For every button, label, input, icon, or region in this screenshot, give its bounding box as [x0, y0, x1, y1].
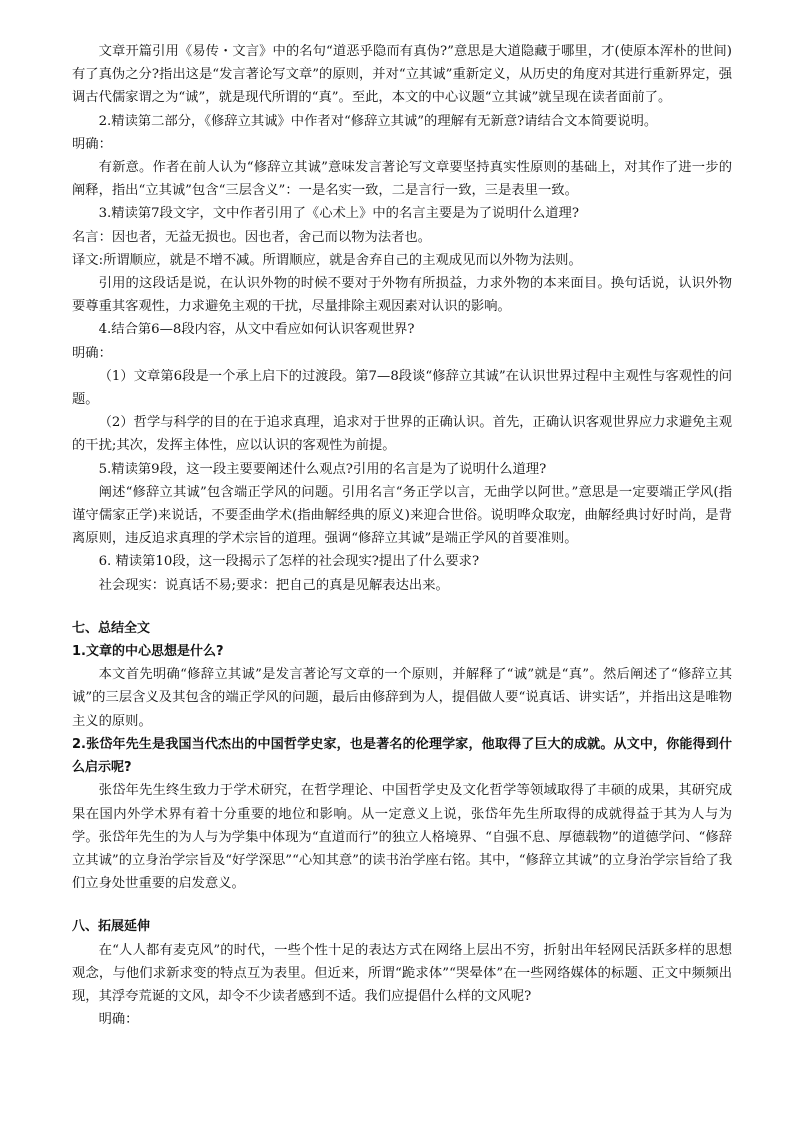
spacer — [72, 597, 732, 617]
quote-translation: 译文:所谓顺应，就是不增不减。所谓顺应，就是舍弃自己的主观成见而以外物为法则。 — [72, 252, 582, 268]
spacer — [72, 895, 732, 915]
answer-6: 社会现实：说真话不易;要求：把自己的真是见解表达出来。 — [98, 577, 449, 593]
question-2: 2.精读第二部分，《修辞立其诚》中作者对“修辞立其诚”的理解有无新意?请结合文本简要说明。 — [98, 113, 658, 129]
summary-question-1: 1.文章的中心思想是什么? — [72, 644, 224, 660]
paragraph-intro: 文章开篇引用《易传・文言》中的名句“道恶乎隐而有真伪?”意思是大道隐藏于哪里，才(使原本浑朴的世间)有了真伪之分?指出这是“发言著论写文章”的原则，并对“立其诚”重新定义，从历史的角度对其进行重新界定，强调古代儒家谓之为“诚”，就是现代所谓的“真”。至此，本文的中心议题“立其诚”就呈现在读者面前了。 — [72, 44, 732, 106]
answer-4-part-2: （2）哲学与科学的目的在于追求真理，追求对于世界的正确认识。首先，正确认识客观世界应力求避免主观的干扰;其次，发挥主体性，应以认识的客观性为前提。 — [72, 415, 733, 454]
answer-3: 引用的这段话是说，在认识外物的时候不要对于外物有所损益，力求外物的本来面目。换句话说，认识外物要尊重其客观性，力求避免主观的干扰，尽量排除主观因素对认识的影响。 — [72, 276, 732, 315]
question-4: 4.结合第6—8段内容，从文中看应如何认识客观世界? — [98, 322, 415, 338]
answer-label: 明确： — [98, 1012, 139, 1028]
question-5: 5.精读第9段，这一段主要要阐述什么观点?引用的名言是为了说明什么道理? — [98, 461, 547, 477]
summary-question-2: 2.张岱年先生是我国当代杰出的中国哲学史家，也是著名的伦理学家，他取得了巨大的成就。从文中，你能得到什么启示呢? — [72, 736, 732, 776]
answer-label: 明确： — [72, 136, 112, 152]
section-heading-7: 七、总结全文 — [72, 620, 151, 636]
answer-5: 阐述“修辞立其诚”包含端正学风的问题。引用名言“务正学以言，无曲学以阿世。”意思是一定要端正学风(指谨守儒家正学)来说话，不要歪曲学术(指曲解经典的原义)来迎合世俗。说明哗众取宠，曲解经典讨好时尚，是背离原则，违反追求真理的学术宗旨的道理。强调“修辞立其诚”是端正学风的首要准则。 — [72, 484, 732, 547]
answer-4-part-1: （1）文章第6段是一个承上启下的过渡段。第7—8段谈“修辞立其诚”在认识世界过程中主观性与客观性的问题。 — [72, 368, 732, 408]
summary-answer-2: 张岱年先生终生致力于学术研究，在哲学理论、中国哲学史及文化哲学等领域取得了丰硕的成果，其研究成果在国内外学术界有着十分重要的地位和影响。从一定意义上说，张岱年先生所取得的成就得益于其为人与为学。张岱年先生的为人与为学集中体现为“直道而行”的独立人格境界、“自强不息、厚德载物”的道德学问、“修辞立其诚”的立身治学宗旨及“好学深思”“心知其意”的读书治学座右铭。其中，“修辞立其诚”的立身治学宗旨给了我们立身处世重要的启发意义。 — [72, 783, 732, 892]
answer-2: 有新意。作者在前人认为“修辞立其诚”意味发言著论写文章要坚持真实性原则的基础上，对其作了进一步的阐释，指出“立其诚”包含“三层含义”：一是名实一致，二是言行一致，三是表里一致。 — [72, 160, 732, 199]
summary-answer-1: 本文首先明确“修辞立其诚”是发言著论写文章的一个原则，并解释了“诚”就是“真”。然后阐述了“修辞立其诚”的三层含义及其包含的端正学风的问题，最后由修辞到为人，提倡做人要“说真话、讲实话”，并指出这是唯物主义的原则。 — [72, 667, 732, 729]
question-3: 3.精读第7段文字，文中作者引用了《心术上》中的名言主要是为了说明什么道理? — [98, 206, 579, 222]
quote-original: 名言：因也者，无益无损也。因也者，舍己而以物为法者也。 — [72, 229, 432, 245]
document-page — [72, 40, 732, 1031]
question-6: 6. 精读第10段，这一段揭示了怎样的社会现实?提出了什么要求? — [98, 554, 480, 570]
answer-label: 明确： — [72, 345, 112, 361]
section-heading-8: 八、拓展延伸 — [72, 919, 151, 935]
extension-paragraph: 在“人人都有麦克风”的时代，一些个性十足的表达方式在网络上层出不穷，折射出年轻网民活跃多样的思想观念，与他们求新求变的特点互为表里。但近来，所谓“跪求体”“哭晕体”在一些网络媒体的标题、正文中频频出现，其浮夸荒诞的文风，却令不少读者感到不适。我们应提倡什么样的文风呢? — [72, 942, 732, 1004]
